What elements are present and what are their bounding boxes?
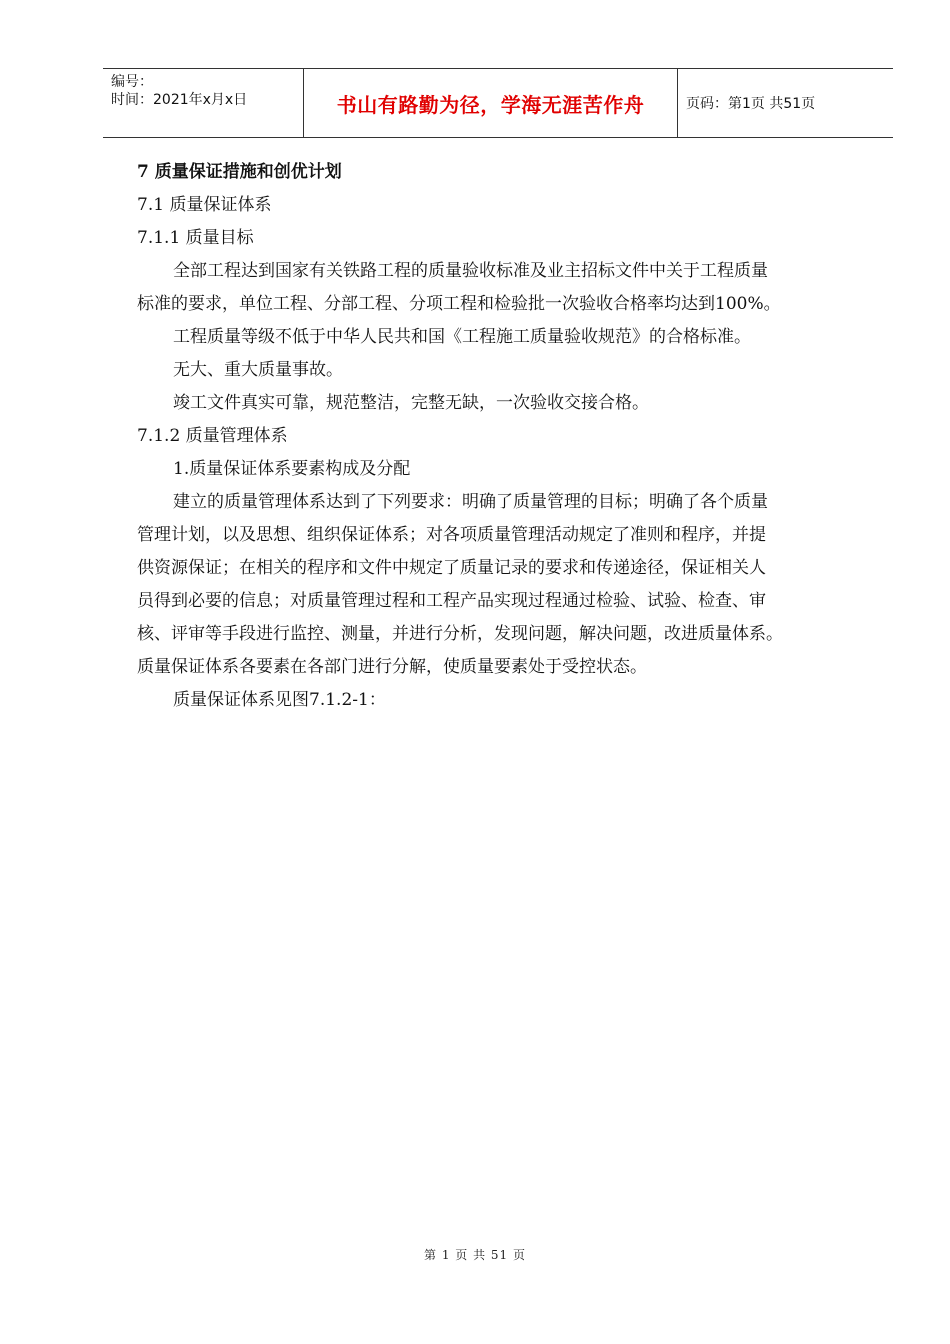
list-item: 1.质量保证体系要素构成及分配 (173, 459, 411, 479)
paragraph-line: 建立的质量管理体系达到了下列要求：明确了质量管理的目标；明确了各个质量 (173, 492, 768, 512)
paragraph: 工程质量等级不低于中华人民共和国《工程施工质量验收规范》的合格标准。 (173, 327, 751, 347)
paragraph-line: 管理计划，以及思想、组织保证体系；对各项质量管理活动规定了准则和程序，并提 (137, 525, 766, 545)
section-heading-7-1: 7.1 质量保证体系 (137, 195, 272, 215)
paragraph: 无大、重大质量事故。 (173, 360, 343, 380)
document-header (103, 68, 893, 138)
header-motto: 书山有路勤为径，学海无涯苦作舟 (304, 69, 678, 137)
chapter-title: 7 质量保证措施和创优计划 (137, 162, 342, 182)
section-heading-7-1-1: 7.1.1 质量目标 (137, 228, 254, 248)
section-heading-7-1-2: 7.1.2 质量管理体系 (137, 426, 288, 446)
paragraph: 质量保证体系见图7.1.2-1： (173, 690, 386, 710)
paragraph-line: 全部工程达到国家有关铁路工程的质量验收标准及业主招标文件中关于工程质量 (173, 261, 768, 281)
paragraph-line: 员得到必要的信息；对质量管理过程和工程产品实现过程通过检验、试验、检查、审 (137, 591, 766, 611)
number-label: 编号： (111, 74, 153, 90)
paragraph-line: 核、评审等手段进行监控、测量，并进行分析，发现问题，解决问题，改进质量体系。 (137, 624, 783, 644)
document-body (137, 156, 877, 717)
paragraph-line: 标准的要求，单位工程、分部工程、分项工程和检验批一次验收合格率均达到100%。 (137, 294, 781, 314)
paragraph: 竣工文件真实可靠，规范整洁，完整无缺，一次验收交接合格。 (173, 393, 649, 413)
page-footer: 第 1 页 共 51 页 (424, 1248, 526, 1262)
paragraph-line: 质量保证体系各要素在各部门进行分解，使质量要素处于受控状态。 (137, 657, 647, 677)
header-page-label: 页码：第1页 共51页 (686, 96, 816, 112)
header-meta (103, 69, 304, 137)
paragraph-line: 供资源保证；在相关的程序和文件中规定了质量记录的要求和传递途径，保证相关人 (137, 558, 766, 578)
time-label: 时间：2021年x月x日 (111, 92, 248, 108)
